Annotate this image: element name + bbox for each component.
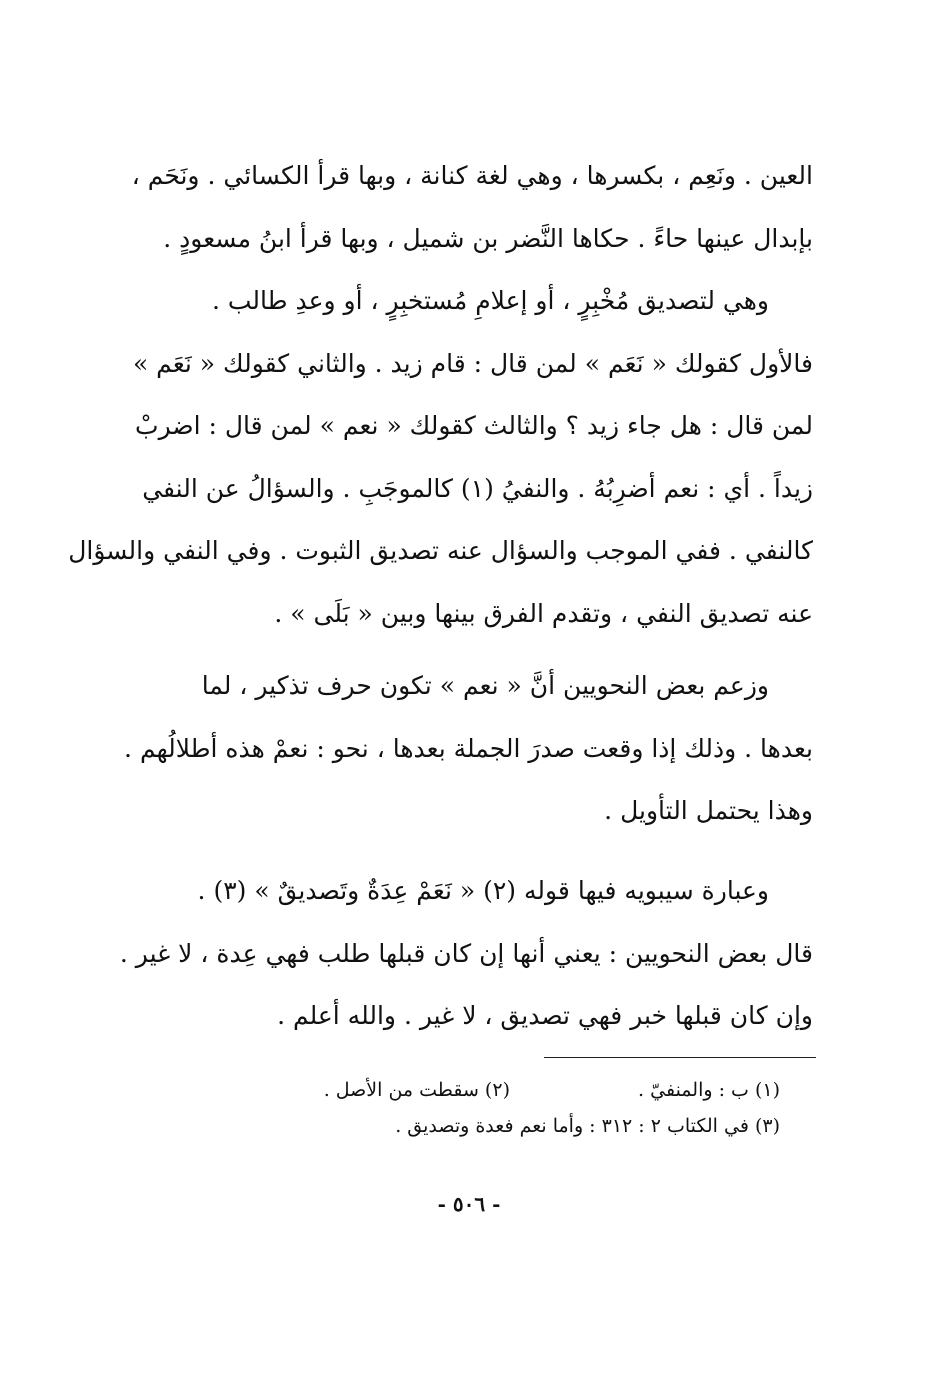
text-line: زيداً . أي : نعم أضرِبُهُ . والنفيُ (١) كالموجَبِ . والسؤالُ عن النفي: [142, 473, 813, 503]
text-line: قال بعض النحويين : يعني أنها إن كان قبلها طلب فهي عِدة ، لا غير .: [119, 938, 813, 968]
text-line: لمن قال : هل جاء زيد ؟ والثالث كقولك « نعم » لمن قال : اضربْ: [135, 411, 813, 440]
footnote-row: [180, 1108, 780, 1144]
paragraph-2: [123, 655, 813, 843]
text-line: كالنفي . ففي الموجب والسؤال عنه تصديق الثبوت . وفي النفي والسؤال: [68, 536, 813, 565]
text-line: بعدها . وذلك إذا وقعت صدرَ الجملة بعدها ، نحو : نعمْ هذه أطلالُهم .: [124, 733, 813, 763]
text-line: وعبارة سيبويه فيها قوله (٢) « نَعَمْ عِدَةٌ وتَصديقٌ » (٣) .: [197, 876, 769, 905]
footnotes: [180, 1072, 780, 1144]
page-number: - ٥٠٦ -: [437, 1192, 501, 1216]
footnote-row: [180, 1072, 780, 1108]
footnote-1: (١) ب : والمنفيّ .: [638, 1079, 780, 1101]
paragraph-1: [68, 145, 813, 645]
paragraph-3: [119, 860, 813, 1048]
text-line: العين . ونَعِم ، بكسرها ، وهي لغة كنانة ، وبها قرأ الكسائي . ونَحَم ،: [131, 161, 813, 190]
footnote-2: (٢) سقطت من الأصل .: [323, 1079, 510, 1101]
text-line: وهي لتصديق مُخْبِرٍ ، أو إعلامِ مُستخبِرٍ ، أو وعدِ طالب .: [211, 286, 769, 315]
text-line: وإن كان قبلها خبر فهي تصديق ، لا غير . والله أعلم .: [277, 1001, 813, 1030]
text-line: فالأول كقولك « نَعَم » لمن قال : قام زيد . والثاني كقولك « نَعَم »: [132, 348, 813, 378]
text-line: وهذا يحتمل التأويل .: [604, 796, 813, 825]
text-line: عنه تصديق النفي ، وتقدم الفرق بينها وبين « بَلَى » .: [274, 598, 813, 628]
text-line: بإبدال عينها حاءً . حكاها النَّضر بن شميل ، وبها قرأ ابنُ مسعودٍ .: [163, 223, 813, 253]
footnote-3: (٣) في الكتاب ٢ : ٣١٢ : وأما نعم فعدة وتصديق .: [395, 1115, 780, 1137]
footnote-separator: [544, 1057, 816, 1058]
text-line: وزعم بعض النحويين أنَّ « نعم » تكون حرف تذكير ، لما: [201, 671, 769, 700]
